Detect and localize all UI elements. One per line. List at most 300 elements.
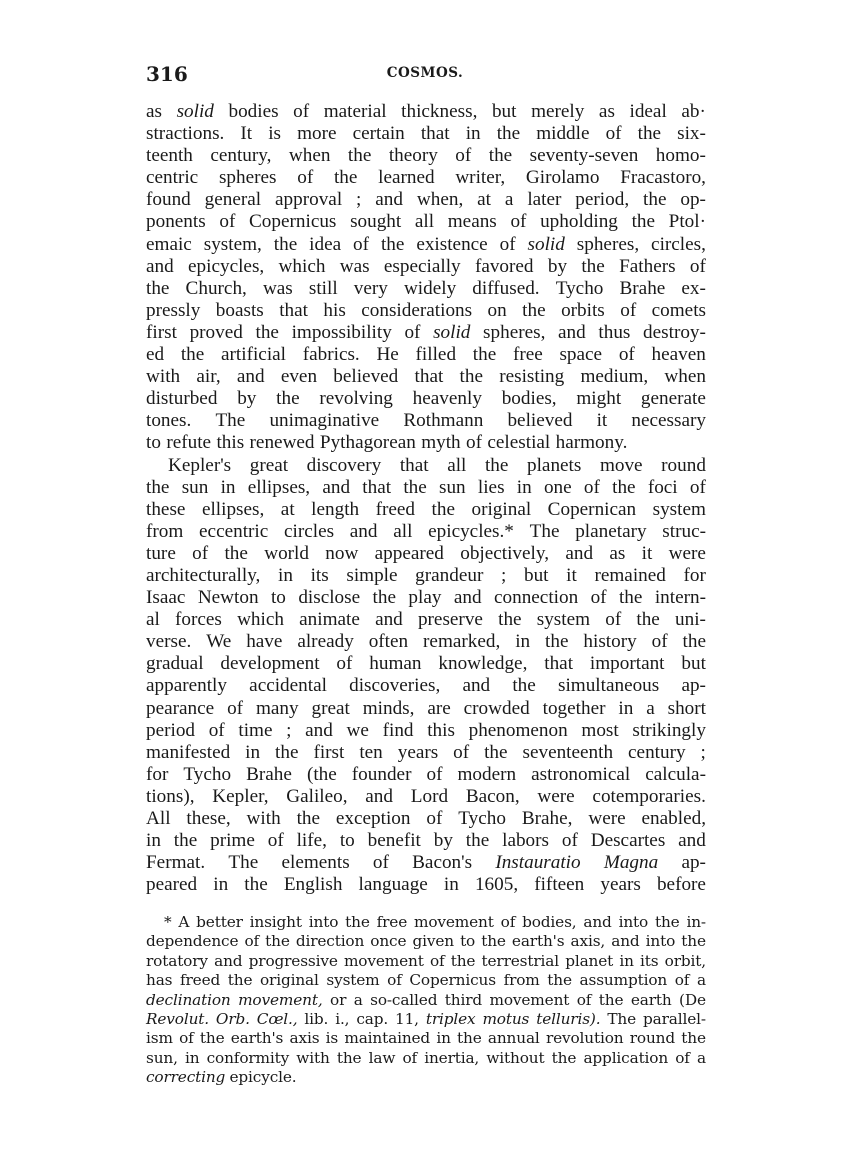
word: idea — [309, 233, 342, 255]
word: play — [408, 587, 442, 609]
word: destroy- — [643, 321, 706, 343]
word: filled — [415, 344, 457, 366]
word: and — [349, 520, 378, 542]
word: enabled, — [641, 808, 706, 829]
word: generate — [640, 388, 706, 410]
word: crowded — [463, 697, 530, 719]
word: i., — [335, 1009, 350, 1028]
word: in — [465, 123, 481, 145]
word: of — [426, 763, 443, 785]
word: the — [522, 299, 546, 321]
word: the — [372, 587, 396, 609]
word: ponents — [146, 211, 206, 233]
page-header — [146, 62, 704, 88]
word: preserve — [417, 609, 483, 631]
word: Bacon's — [412, 852, 473, 874]
text-line — [146, 675, 706, 697]
word: this — [216, 432, 245, 454]
word: certain — [352, 123, 405, 145]
word: verse. — [146, 631, 192, 653]
word: find — [382, 719, 414, 741]
text-line — [146, 786, 706, 808]
word: the — [618, 587, 643, 609]
word: of — [293, 101, 310, 122]
word: a — [646, 697, 655, 719]
word: diffused. — [472, 277, 540, 299]
word: system — [652, 498, 706, 520]
word: application — [583, 1048, 669, 1067]
word: found — [146, 189, 191, 211]
text-line — [146, 256, 706, 278]
word: disturbed — [146, 388, 218, 410]
word: of — [510, 211, 527, 233]
word: movement, — [238, 990, 323, 1009]
word: of — [227, 697, 244, 719]
word: Ptol· — [668, 211, 706, 233]
word: is — [268, 123, 282, 145]
word: great — [311, 697, 350, 719]
word: and — [583, 913, 612, 931]
word: by — [433, 830, 453, 852]
word: homo- — [655, 145, 706, 167]
word: short — [667, 697, 706, 719]
word: The — [607, 1009, 637, 1028]
word: in — [515, 631, 531, 653]
word: 1605, — [474, 874, 519, 896]
word: of — [429, 951, 445, 970]
word: period — [146, 719, 196, 741]
word: material — [323, 101, 387, 122]
word: simultaneous — [557, 675, 660, 697]
word: sun, — [146, 1048, 178, 1067]
word: boasts — [215, 299, 264, 321]
word: once — [370, 932, 407, 951]
word: these — [146, 498, 186, 520]
word: were — [537, 785, 575, 807]
word: the — [498, 609, 522, 631]
word: the — [347, 145, 372, 167]
word: length — [311, 498, 360, 520]
word: the — [484, 454, 509, 476]
word: English — [283, 874, 343, 896]
word: necessary — [631, 410, 706, 432]
word: epicycles, — [188, 255, 265, 277]
word: stractions. — [146, 123, 225, 145]
word: the — [276, 388, 300, 410]
word: with — [146, 366, 181, 388]
word: of — [208, 719, 225, 741]
word: of — [500, 913, 516, 931]
word: the — [488, 145, 513, 167]
word: and — [365, 785, 393, 807]
word: law — [368, 1048, 396, 1067]
word: and — [305, 719, 333, 741]
word: were — [668, 542, 706, 564]
word: Tycho — [183, 763, 232, 785]
word: and — [236, 366, 265, 388]
word: peared — [146, 874, 198, 896]
word: of — [576, 990, 592, 1009]
text-line — [146, 366, 706, 388]
word: middle — [536, 123, 590, 145]
word: the — [636, 609, 660, 631]
word: impossibility — [291, 321, 392, 343]
word: the — [598, 990, 624, 1009]
word: Brahe — [246, 763, 292, 785]
word: which — [278, 255, 326, 277]
word: the — [512, 675, 536, 697]
word: has — [146, 971, 173, 990]
word: was — [262, 277, 293, 299]
word: renewed — [249, 432, 315, 454]
word: Cœl., — [256, 1009, 298, 1028]
word: medium, — [580, 366, 649, 388]
word: first — [313, 741, 345, 763]
word: the — [547, 971, 572, 990]
word: of — [297, 167, 314, 189]
word: resisting — [499, 366, 565, 388]
word: of — [583, 476, 600, 498]
text-line — [146, 344, 706, 366]
word: still — [308, 277, 338, 299]
word: the — [654, 913, 680, 931]
word: of — [353, 233, 370, 255]
word: in — [185, 1048, 200, 1067]
word: as — [146, 101, 162, 122]
word: of — [689, 476, 706, 498]
word: the — [265, 932, 290, 951]
word: the — [336, 1048, 362, 1067]
word: the — [637, 123, 662, 145]
word: we — [346, 719, 369, 741]
word: Bacon, — [465, 785, 520, 807]
word: appeared — [374, 542, 444, 564]
word: in — [213, 874, 229, 896]
text-line — [146, 698, 706, 720]
word: important — [589, 653, 665, 675]
word: the — [643, 189, 667, 211]
word: foci — [647, 476, 678, 498]
word: conformity — [206, 1048, 290, 1067]
word: Copernican — [547, 498, 637, 520]
word: terrestrial — [481, 951, 559, 970]
word: triplex — [425, 1009, 476, 1028]
word: planetary — [575, 520, 647, 542]
footnote-line — [146, 952, 706, 971]
word: manifested — [146, 741, 231, 763]
word: strikingly — [632, 719, 706, 741]
word: pearance — [146, 697, 215, 719]
word: ten — [359, 741, 383, 763]
word: earth's — [230, 1029, 284, 1048]
word: heavenly — [412, 388, 482, 410]
word: Tycho — [458, 808, 506, 829]
word: for — [146, 763, 169, 785]
word: the — [146, 277, 170, 299]
word: of — [404, 321, 421, 343]
word: free — [512, 344, 543, 366]
word: annual — [487, 1029, 540, 1048]
word: Fermat. — [146, 852, 206, 874]
text-line — [146, 101, 706, 123]
word: intern- — [654, 587, 706, 609]
word: the — [199, 1029, 225, 1048]
word: the — [403, 476, 427, 498]
word: but — [681, 653, 706, 675]
word: very — [353, 277, 388, 299]
footnote-line — [146, 913, 706, 932]
word: system — [536, 609, 591, 631]
word: apparently — [146, 675, 227, 697]
word: ellipses, — [201, 498, 265, 520]
word: that — [414, 366, 444, 388]
word: Tycho — [555, 277, 604, 299]
word: Orb. — [215, 1009, 250, 1028]
word: all — [414, 211, 435, 233]
word: revolving — [319, 388, 393, 410]
word: are — [427, 697, 451, 719]
text-line — [146, 455, 706, 477]
word: six- — [677, 123, 706, 145]
word: Descartes — [590, 830, 666, 852]
text-line — [146, 300, 706, 322]
word: at — [280, 498, 295, 520]
word: in — [619, 951, 634, 970]
word: Magna — [603, 852, 659, 874]
word: all — [447, 454, 467, 476]
word: tions), — [146, 785, 195, 807]
word: and — [462, 675, 491, 697]
word: seventeenth — [522, 741, 614, 763]
text-line — [146, 764, 706, 786]
word: lies — [477, 476, 505, 498]
word: favored — [474, 255, 534, 277]
word: merely — [531, 101, 585, 122]
word: it — [641, 542, 653, 564]
word: Galileo, — [286, 785, 348, 807]
word: and — [375, 609, 403, 631]
word: Kepler's — [168, 454, 232, 476]
word: cap. — [356, 1009, 389, 1028]
text-line — [146, 808, 706, 830]
word: in — [278, 564, 293, 586]
word: the — [612, 476, 636, 498]
word: in- — [686, 913, 706, 931]
word: harmony. — [555, 432, 628, 454]
word: movement — [343, 951, 424, 970]
word: considerations — [361, 299, 473, 321]
word: planet — [565, 951, 614, 970]
word: 11, — [395, 1009, 419, 1028]
word: discovery — [306, 454, 382, 476]
text-line — [146, 477, 706, 499]
word: solid — [527, 233, 565, 255]
word: spheres, — [576, 233, 640, 255]
word: but — [523, 564, 549, 586]
word: and — [565, 542, 594, 564]
word: air, — [196, 366, 221, 388]
word: that — [544, 653, 574, 675]
word: first — [146, 321, 177, 343]
word: the — [459, 366, 483, 388]
word: it — [566, 564, 577, 586]
word: refute — [166, 432, 212, 454]
word: round — [629, 1029, 676, 1048]
word: modern — [457, 763, 517, 785]
footnote-line — [146, 1029, 706, 1048]
word: development — [220, 653, 320, 675]
word: elements — [281, 852, 350, 874]
word: bodies, — [501, 388, 557, 410]
word: Fracastoro, — [620, 167, 706, 189]
footnote-line — [146, 1068, 706, 1087]
word: teenth — [146, 145, 193, 167]
word: and — [558, 321, 586, 343]
word: as — [609, 542, 626, 564]
word: a — [504, 189, 514, 211]
word: approval — [275, 189, 343, 211]
word: as — [598, 101, 615, 122]
word: the — [275, 741, 299, 763]
word: to — [146, 432, 161, 454]
word: sought — [350, 211, 402, 233]
word: architecturally, — [146, 564, 261, 586]
word: movement — [413, 913, 494, 931]
word: founder — [351, 763, 412, 785]
word: Instauratio — [495, 852, 581, 874]
text-line — [146, 587, 706, 609]
word: century, — [210, 145, 272, 167]
word: remarked, — [423, 631, 501, 653]
word: of — [620, 299, 637, 321]
word: op- — [680, 189, 706, 211]
word: ; — [501, 564, 507, 586]
word: ap- — [681, 675, 706, 697]
word: together — [542, 697, 606, 719]
word: the — [465, 830, 490, 852]
word: movement — [489, 990, 570, 1009]
word: round — [661, 454, 706, 476]
word: A — [178, 913, 190, 931]
word: grandeur — [415, 564, 484, 586]
word: thickness, — [401, 101, 478, 122]
word: is — [325, 1029, 339, 1048]
word: one — [543, 476, 572, 498]
word: free — [376, 913, 408, 931]
word: parallel- — [642, 1009, 706, 1028]
word: the — [484, 741, 508, 763]
word: of — [179, 1029, 194, 1048]
word: al — [146, 609, 160, 631]
text-line — [146, 565, 706, 587]
word: myth — [421, 432, 461, 454]
word: but — [491, 101, 517, 122]
word: the — [180, 344, 205, 366]
footnote-line — [146, 971, 706, 990]
word: circles, — [651, 233, 706, 255]
text-line — [146, 234, 706, 256]
word: means — [447, 211, 497, 233]
word: earth's — [511, 932, 565, 951]
word: Pythagorean — [319, 432, 416, 454]
word: for — [683, 564, 706, 586]
word: Lord — [410, 785, 449, 807]
word: Copernicus — [249, 211, 337, 233]
word: that — [420, 123, 450, 145]
text-line — [146, 499, 706, 521]
word: the — [551, 1048, 577, 1067]
word: with — [246, 808, 281, 829]
word: even — [280, 366, 318, 388]
word: fifteen — [534, 874, 585, 896]
word: discoveries, — [349, 675, 441, 697]
text-line — [146, 874, 706, 896]
word: seventy-seven — [529, 145, 639, 167]
word: at — [477, 189, 491, 211]
word: the — [450, 951, 476, 970]
word: pressly — [146, 299, 201, 321]
word: the — [333, 167, 358, 189]
word: orbits — [561, 299, 605, 321]
word: cotemporaries. — [592, 785, 706, 807]
body-text — [146, 101, 706, 896]
word: exception — [335, 808, 411, 829]
word: freed — [375, 498, 416, 520]
text-line — [146, 410, 706, 432]
word: writer, — [455, 167, 506, 189]
word: believed — [507, 410, 573, 432]
word: were — [588, 808, 626, 829]
word: heaven — [651, 344, 706, 366]
word: widely — [403, 277, 457, 299]
word: into — [645, 932, 676, 951]
word: that — [279, 299, 308, 321]
word: his — [323, 299, 346, 321]
word: system — [326, 971, 380, 990]
word: before — [656, 874, 706, 896]
word: all — [393, 520, 413, 542]
word: in — [516, 476, 532, 498]
word: unimaginative — [269, 410, 380, 432]
word: to — [339, 830, 355, 852]
word: telluris). — [536, 1009, 601, 1028]
word: most — [581, 719, 619, 741]
word: from — [146, 520, 184, 542]
word: years — [397, 741, 439, 763]
word: of — [244, 932, 260, 951]
word: period, — [575, 189, 630, 211]
word: accidental — [249, 675, 327, 697]
word: of — [466, 432, 483, 454]
word: of — [455, 145, 472, 167]
word: by — [237, 388, 257, 410]
text-line — [146, 211, 706, 233]
word: circles — [283, 520, 335, 542]
word: on — [487, 299, 507, 321]
word: axis, — [570, 932, 606, 951]
text-line — [146, 521, 706, 543]
word: the — [681, 932, 706, 951]
text-line — [146, 322, 706, 344]
word: and — [678, 830, 706, 852]
word: It — [240, 123, 253, 145]
word: emaic — [146, 233, 192, 255]
word: history — [583, 631, 637, 653]
word: original — [259, 971, 319, 990]
word: the — [472, 344, 497, 366]
word: fabrics. — [302, 344, 360, 366]
text-line — [146, 543, 706, 565]
